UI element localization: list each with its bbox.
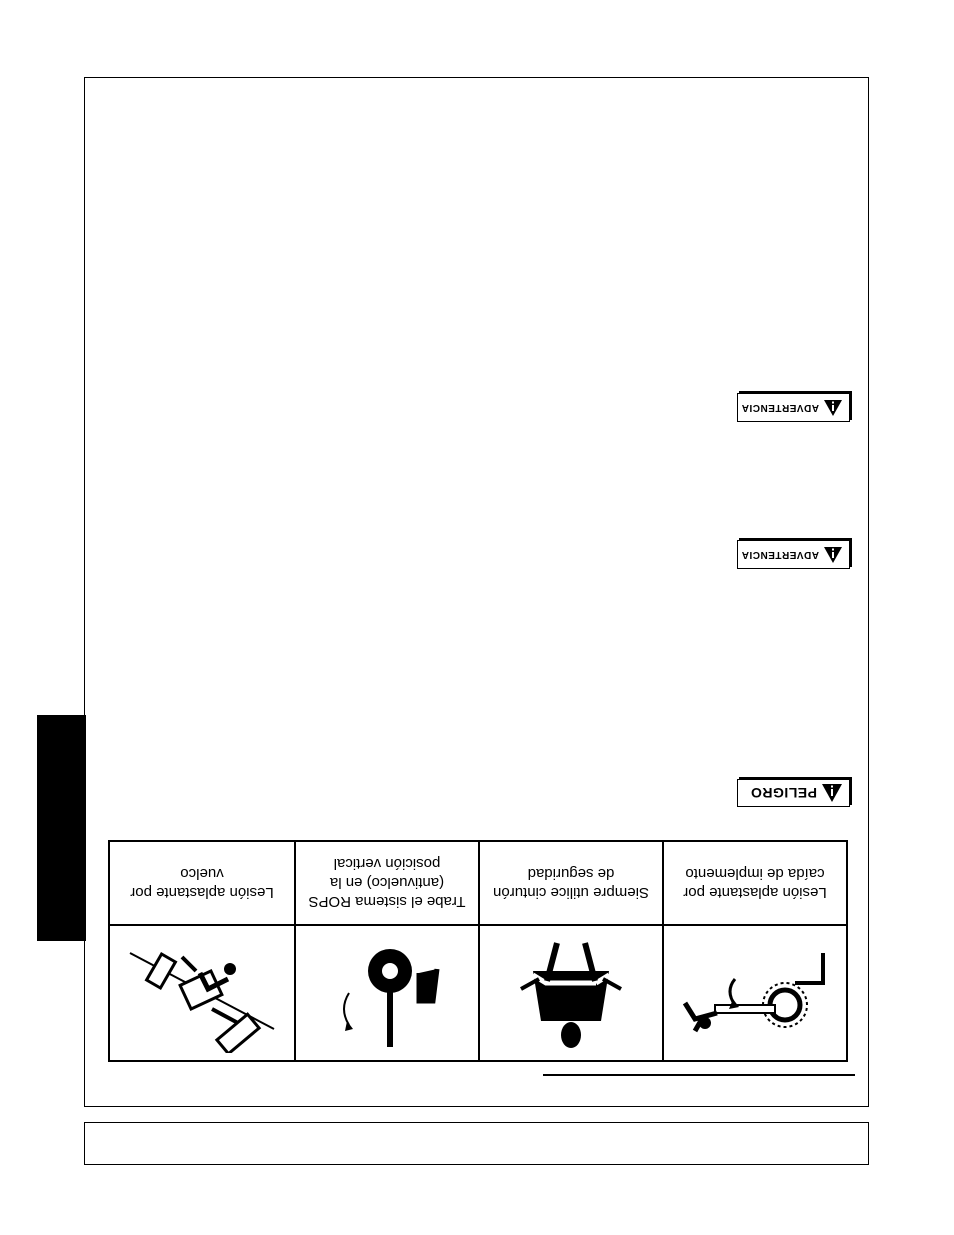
advertencia-word: ADVERTENCIA <box>741 549 819 560</box>
caption-implement-fall: Lesión aplastante por caída de implemento <box>662 842 846 924</box>
pictogram-cell <box>110 924 294 1060</box>
caption-rollover: Lesión aplastante por vuelco <box>130 865 274 901</box>
warning-triangle-icon <box>823 399 843 417</box>
caption-rops-lock: Trabe el sistema ROPS (antivuelco) en la posición vertical <box>294 842 478 924</box>
advertencia-label-1 <box>737 393 850 422</box>
pictogram-cell <box>294 924 478 1060</box>
pictogram-cell <box>478 924 662 1060</box>
advertencia-word: ADVERTENCIA <box>741 402 819 413</box>
warning-triangle-icon <box>821 783 843 803</box>
footer-box <box>84 1122 869 1165</box>
peligro-label <box>737 779 850 807</box>
implement-fall-icon <box>675 933 835 1053</box>
caption-seatbelt: Siempre utilice cinturón de seguridad <box>478 842 662 924</box>
pictogram-cell <box>662 924 846 1060</box>
safety-pictogram-table <box>108 840 848 1062</box>
section-tab <box>37 715 86 941</box>
advertencia-label-2 <box>737 540 850 569</box>
warning-triangle-icon <box>823 546 843 564</box>
rops-lock-icon <box>307 933 467 1053</box>
signature-line <box>543 1074 855 1076</box>
seatbelt-icon <box>491 933 651 1053</box>
tractor-rollover-icon <box>122 933 282 1053</box>
peligro-word: PELIGRO <box>750 785 817 801</box>
